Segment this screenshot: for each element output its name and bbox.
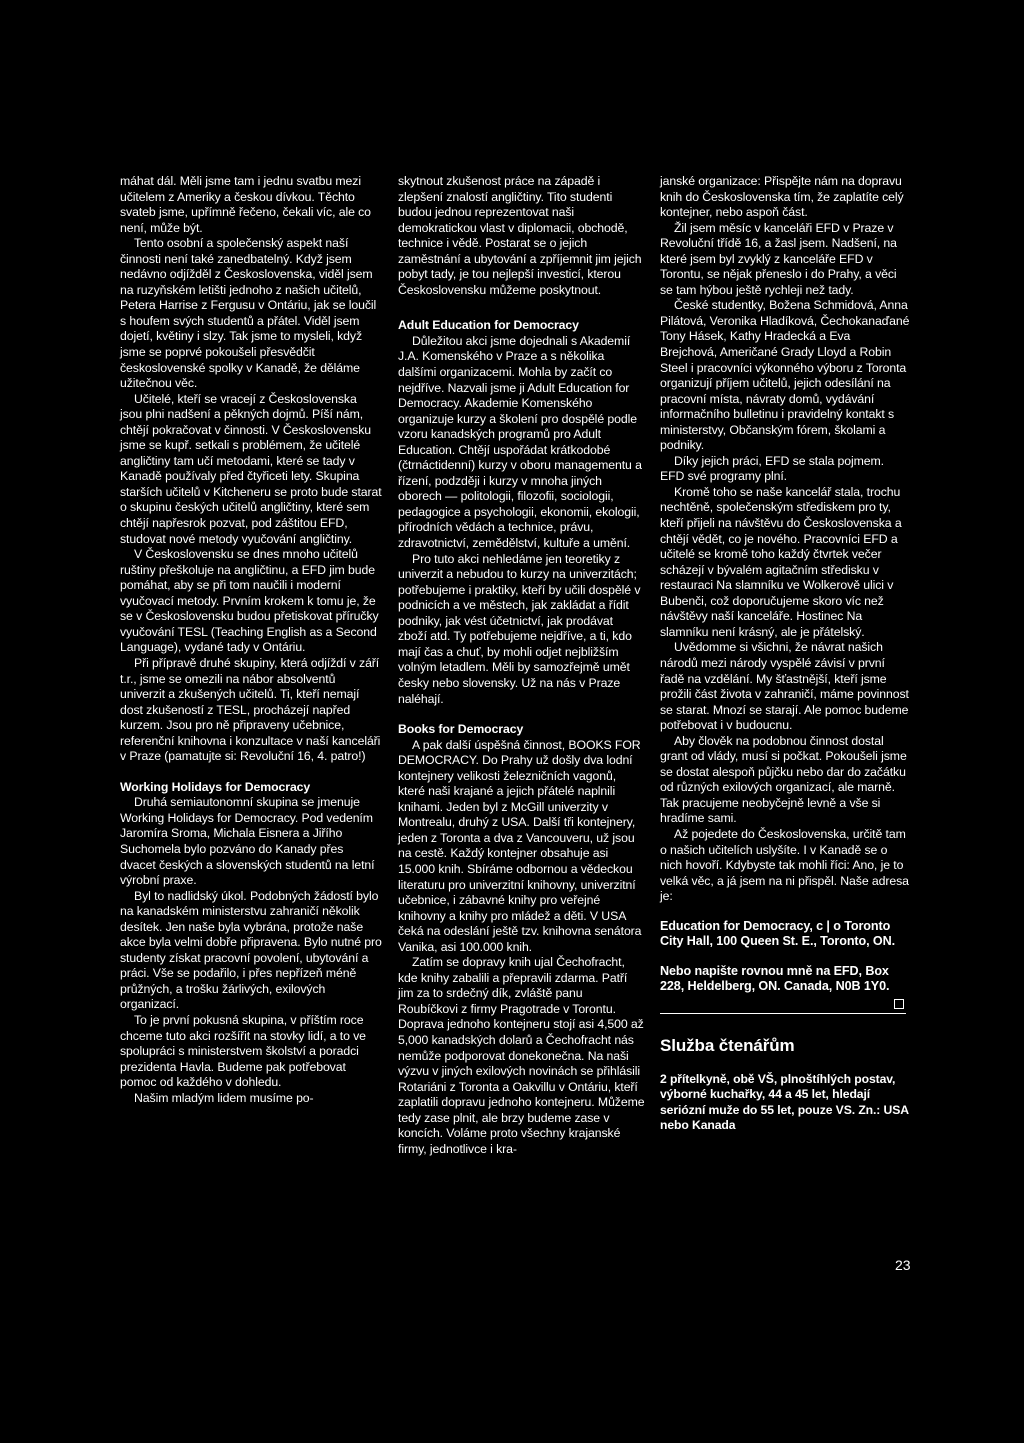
paragraph: To je první pokusná skupina, v příštím roce chceme tuto akci rozšířit na stovky lidí, a to ve spolupráci s ministerstvem školství a poradci prezidenta Havla. Budeme pak potřebovat pomoc od každého v dohledu. xyxy=(120,1012,366,1090)
address-box-text: Nebo napište rovnou mně na EFD, Box 228, Heldelberg, ON. Canada, N0B 1Y0. xyxy=(660,963,890,994)
address-box-note xyxy=(660,964,910,995)
paragraph: Při přípravě druhé skupiny, která odjíždí v září t.r., jsme se omezili na nábor absolventů univerzit a zkušených učitelů. Ti, kteří nemají dost zkušeností z TESL, procházejí napřed kurzem. Jsou pro ně připraveny učebnice, referenční knihovna i konzultace v naší kanceláři v Praze (pamatujte si: Revoluční 16, 4. patro!) xyxy=(120,655,381,764)
section-heading-adult-education: Adult Education for Democracy xyxy=(398,318,579,333)
section-heading-reader-service: Služba čtenářům xyxy=(660,1035,795,1055)
paragraph: V Československu se dnes mnoho učitelů ruštiny přeškoluje na angličtinu, a EFD jim bude pomáhat, aby se při tom naučili i moderní vyučovací metody. Prvním krokem k tomu je, že se v Československu budou přetiskovat příručky vyučování TESL (Teaching English as a Second Language), vydané tady v Ontáriu. xyxy=(120,547,379,655)
end-square-icon xyxy=(894,999,904,1009)
paragraph: skytnout zkušenost práce na západě i zlepšení znalostí angličtiny. Tito studenti budou jednou reprezentovat naši demokratickou vlast v diplomacii, obchodě, technice i vědě. Postarat se o jejich zaměstnání a ubytování a zpříjemnit jim jejich pobyt tady, je tou nejlepší investicí, kterou Československu můžeme poskytnout. xyxy=(398,174,642,297)
address-toronto: Education for Democracy, c | o Toronto City Hall, 100 Queen St. E., Toronto, ON. xyxy=(660,918,895,949)
paragraph: Žil jsem měsíc v kanceláři EFD v Praze v Revoluční třídě 16, a žasl jsem. Nadšení, na které jsem byl zvyklý z kanceláře EFD v Torontu, se nějak přeneslo i do Prahy, a věci se tam hýbou ještě rychleji než tady. xyxy=(660,220,897,297)
paragraph: Až pojedete do Československa, určitě tam o našich učitelích uslyšíte. I v Kanadě se o nich hovoří. Kdybyste tak mohli říci: Ano, je to velká věc, a já jsem na ni přispěl. Naše adresa je: xyxy=(660,826,909,904)
page-number: 23 xyxy=(895,1257,911,1273)
paragraph: Zatím se dopravy knih ujal Čechofracht, kde knihy zabalili a přepravili zdarma. Patří jim za to srdečný dík, zvláště panu Roubíčkovi z firmy Pragotrade v Torontu. Doprava jednoho kontejneru stojí asi 4,500 až 5,000 kanadských dolarů a Čechofracht nás nemůže podporovat donekonečna. Na naši výzvu v jiných exilových novinách se přihlásili Rotariáni z Toronta a Oakvillu v Ontáriu, kteří zaplatili dopravu jednoho kontejneru. Můžeme tedy zase plnit, ale brzy budeme zase v koncích. Voláme proto všechny krajanské firmy, jednotlivce i kra- xyxy=(398,955,645,1156)
paragraph: janské organizace: Přispějte nám na dopravu knih do Československa tím, že zaplatíte celý kontejner, nebo aspoň část. xyxy=(660,174,904,220)
column-1 xyxy=(120,174,382,1106)
paragraph: Aby člověk na podobnou činnost dostal grant od vlády, musí si počkat. Pokoušeli jsme se dostat alespoň půjčku nebo dar do začátku od různých exilových organizací, ale marně. Tak pracujeme neobyčejně levně a vše si hradíme sami. xyxy=(660,733,907,826)
paragraph: A pak další úspěšná činnost, BOOKS FOR DEMOCRACY. Do Prahy už došly dva lodní kontejnery velikosti železničních vagonů, které naši krajané a jejich přátelé naplnili knihami. Jeden byl z McGill univerzity v Montrealu, druhý z USA. Další tři kontejnery, jeden z Toronta a dva z Vancouveru, už jsou na cestě. Každý kontejner obsahuje asi 15.000 knih. Sbíráme odbornou a vědeckou literaturu pro univerzitní knihovny, univerzitní učebnice, i zábavné knihy pro veřejné knihovny a knihy pro mládež a děti. V USA čeká na odeslání ještě tzv. knihovna senátora Vanika, asi 100.000 knih. xyxy=(398,737,642,954)
classified-ad: 2 přítelkyně, obě VŠ, plnoštíhlých postav, výborné kuchařky, 44 a 45 let, hledají seriózní muže do 55 let, pouze VS. Zn.: USA nebo Kanada xyxy=(660,1071,909,1132)
column-2 xyxy=(398,174,645,1157)
section-heading-working-holidays: Working Holidays for Democracy xyxy=(120,779,311,794)
paragraph: Důležitou akci jsme dojednali s Akademií J.A. Komenského v Praze a s několika dalšími organizacemi. Mohla by začít co nejdříve. Nazvali jsme ji Adult Education for Democracy. Akademie Komenského organizuje kurzy a školení pro dospělé podle vzoru kanadských programů pro Adult Education. Chtějí uspořádat krátkodobé (čtrnáctidenní) kurzy v oboru managementu a řízení, podzději i kurzy v mnoha jiných oborech — politologii, filozofii, sociologii, pedagogice a psychologii, ekonomii, ekologii, přírodních vědách a technice, právu, zdravotnictví, zemědělství, kultuře a umění. xyxy=(398,333,642,551)
paragraph: Učitelé, kteří se vracejí z Československa jsou plni nadšení a pěkných dojmů. Píší nám, chtějí pokračovat v činnosti. V Československu jsme se kupř. setkali s problémem, že učitelé angličtiny tam učí metodami, které se tady v Kanadě používaly před čtyřiceti lety. Skupina starších učitelů v Kitcheneru se proto bude starat o skupinu českých učitelů angličtiny, které sem chtějí napřesrok pozvat, pod záštitou EFD, studovat nové metody vyučování angličtiny. xyxy=(120,391,382,546)
paragraph: Druhá semiautonomní skupina se jmenuje Working Holidays for Democracy. Pod vedením Jaromíra Sroma, Michala Eisnera a Jiřího Suchomela bylo pozváno do Kanady přes dvacet českých a slovenských studentů na letní výrobní praxe. xyxy=(120,795,375,888)
paragraph: máhat dál. Měli jsme tam i jednu svatbu mezi učitelem z Ameriky a českou dívkou. Těchto svateb jsme, upřímně řečeno, čekali víc, ale co není, může být. xyxy=(120,174,371,235)
section-heading-books: Books for Democracy xyxy=(398,722,524,737)
paragraph: Díky jejich práci, EFD se stala pojmem. EFD své programy plní. xyxy=(660,453,884,484)
paragraph: Pro tuto akci nehledáme jen teoretiky z univerzit a nebudou to kurzy na univerzitách; potřebujeme i praktiky, kteří by učili dospělé v podnicích a ve městech, jak zakládat a řídit podniky, jak vést účetnictví, jak prodávat zboží atd. Ty potřebujeme nejdříve, a ti, kdo mají čas a chuť, by mohli odjet nejbližším volným letadlem. Měli by samozřejmě umět česky nebo slovensky. Už na nás v Praze naléhají. xyxy=(398,551,641,706)
paragraph: Uvědomme si všichni, že návrat našich národů mezi národy vyspělé závisí v první řadě na vzdělání. My šťastnější, kteří jsme prožili část života v zahraničí, máme povinnost se starat. Mnozí se starají. Ale pomoc budeme potřebovat i v budoucnu. xyxy=(660,640,909,733)
paragraph: Tento osobní a společenský aspekt naší činnosti není také zanedbatelný. Když jsem nedávno odjížděl z Československa, viděl jsem na ruzyňském letišti jednoho z našich učitelů, Petera Harrise z Fergusu v Ontáriu, jak se loučil s houfem svých studentů a přátel. Viděl jsem dojetí, květiny i slzy. Tak jsme to mysleli, když jsme se poprvé pokoušeli přesvědčit československé spolky v Kanadě, že děláme užitečnou věc. xyxy=(120,236,377,391)
column-3 xyxy=(660,174,910,1133)
paragraph: Našim mladým lidem musíme po- xyxy=(134,1090,314,1105)
paragraph: Kromě toho se naše kancelář stala, trochu nechtěně, společenským střediskem pro ty, kteří přijeli na návštěvu do Československa a chtějí vědět, co je nového. Pracovníci EFD a učitelé se kromě toho každý čtvrtek večer scházejí v bývalém agitačním středisku v restauraci Na slamníku ve Wolkerově ulici v Bubenči, což doporučujeme skoro víc než návštěvy naší kanceláře. Hostinec Na slamníku není krásný, ale je přátelský. xyxy=(660,484,902,639)
paragraph: Byl to nadlidský úkol. Podobných žádostí bylo na kanadském ministerstvu zahraničí několik desítek. Jen naše byla vybrána, protože naše akce byla velmi dobře připravena. Bylo nutné pro studenty získat pracovní povolení, ubytování a práci. Vše se podařilo, i přes nepřízeň méně průžných, a trošku žárlivých, exilových organizací. xyxy=(120,888,382,1012)
paragraph: České studentky, Božena Schmidová, Anna Pilátová, Veronika Hladíková, Čechokanaďané Tony Hásek, Kathy Hradecká a Eva Brejchová, Američané Grady Lloyd a Robin Steel i pracovníci výkonného výboru z Toronta organizují příjem učitelů, jejich odesílání na pracovní místa, návraty domů, vydávání informačního bulletinu i pravidelný kontakt s ministerstvy, Občanským fórem, školami a podniky. xyxy=(660,298,910,453)
